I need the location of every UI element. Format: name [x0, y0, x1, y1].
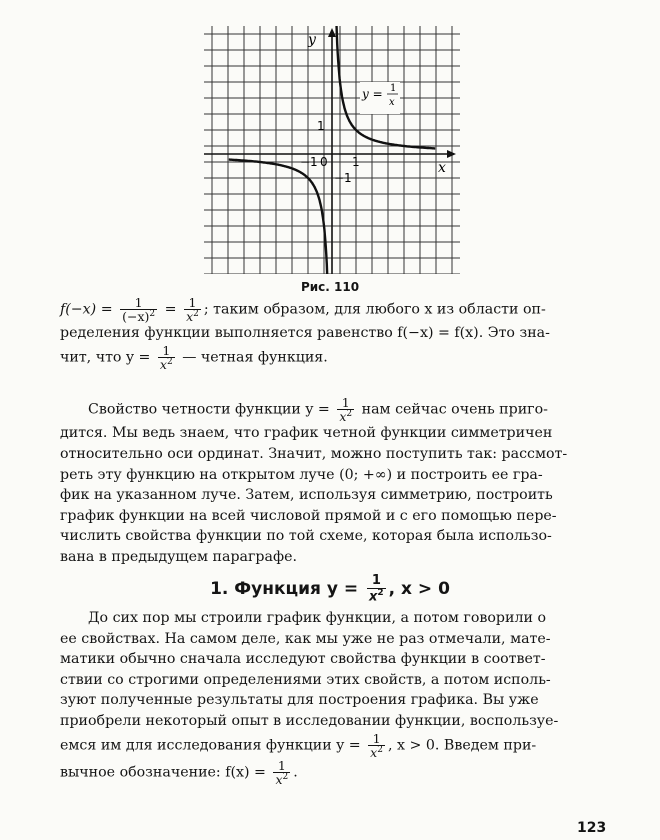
- fraction: $\frac{1}{x^2}$: [370, 730, 383, 760]
- text-line: график функции на всей числовой прямой и с его помощью пере-: [60, 507, 557, 524]
- fraction: $\frac{1}{(-x)^2}$: [122, 295, 156, 325]
- text-line: вычное обозначение: f(x) = $\frac{1}{x^2}$ .: [60, 757, 298, 788]
- fraction: $\frac{1}{x^2}$: [339, 395, 353, 425]
- fraction: $\frac{1}{x^2}$: [369, 573, 384, 604]
- paragraph-evenness-proof: [60, 296, 608, 371]
- text-line: чит, что y = $\frac{1}{x^2}$ — четная функция.: [60, 343, 328, 373]
- fraction: $\frac{1}{x^2}$: [159, 343, 173, 373]
- tick-label-y-minus-one: −1: [334, 171, 352, 185]
- y-axis-arrow: [328, 28, 336, 37]
- section-heading: 1. Функция y = $\frac{1}{x^2}$ , x > 0: [210, 573, 450, 604]
- text-line: дится. Мы ведь знаем, что график четной функции симметричен: [60, 425, 553, 442]
- text-line: вана в предыдущем параграфе.: [60, 548, 297, 565]
- text-line: ее свойствах. На самом деле, как мы уже не раз отмечали, мате-: [60, 630, 551, 647]
- curve-label-den: x: [389, 97, 395, 108]
- text-line: ределения функции выполняется равенство f(−x) = f(x). Это зна-: [60, 325, 550, 342]
- tick-label-x-one: 1: [352, 155, 360, 169]
- paragraph-function-study: [60, 608, 608, 786]
- curve-label-num: 1: [390, 83, 397, 94]
- figure-caption: Рис. 110: [300, 280, 360, 294]
- text-line: относительно оси ординат. Значит, можно поступить так: рассмот-: [60, 446, 568, 462]
- text-line: числить свойства функции по той схеме, которая была использо-: [60, 528, 552, 545]
- page-number: 123: [577, 820, 607, 836]
- paragraph-symmetry: [60, 396, 608, 568]
- text-line: ствии со строгими определениями этих свойств, а потом исполь-: [60, 671, 551, 688]
- text-line: Свойство четности функции y = $\frac{1}{x^2}$ нам сейчас очень приго-: [88, 395, 548, 425]
- text-line: приобрели некоторый опыт в исследовании функции, воспользуе-: [60, 712, 559, 729]
- hyperbola-graph: [204, 26, 460, 274]
- text-line: емся им для исследования функции y = $\frac{1}{x^2}$ , x > 0. Введем при-: [60, 730, 537, 760]
- formula-f-neg-x: f(−x) =: [60, 301, 113, 318]
- tick-label-y-one: 1: [317, 119, 325, 133]
- text-line: f(−x) = $\frac{1}{(-x)^2}$ = $\frac{1}{x^2}$ ; таким образом, для любого x из области оп-: [60, 295, 546, 325]
- tick-label-x-minus-one: −1: [300, 155, 318, 169]
- text-line: матики обычно сначала исследуют свойства функции в соответ-: [60, 651, 546, 668]
- text-line: До сих пор мы строили график функции, а потом говорили о: [88, 610, 546, 626]
- text-line: реть эту функцию на открытом луче (0; +∞) и построить ее гра-: [60, 466, 543, 483]
- origin-label: 0: [320, 155, 328, 169]
- fraction: $\frac{1}{x^2}$: [275, 757, 289, 788]
- text-line: фик на указанном луче. Затем, используя симметрию, построить: [60, 487, 553, 504]
- x-axis-label: x: [438, 160, 446, 176]
- text-line: зуют полученные результаты для построения графика. Вы уже: [60, 692, 539, 709]
- curve-label-lhs: y =: [362, 87, 383, 101]
- fraction: $\frac{1}{x^2}$: [186, 295, 199, 325]
- y-axis-label: y: [308, 32, 316, 48]
